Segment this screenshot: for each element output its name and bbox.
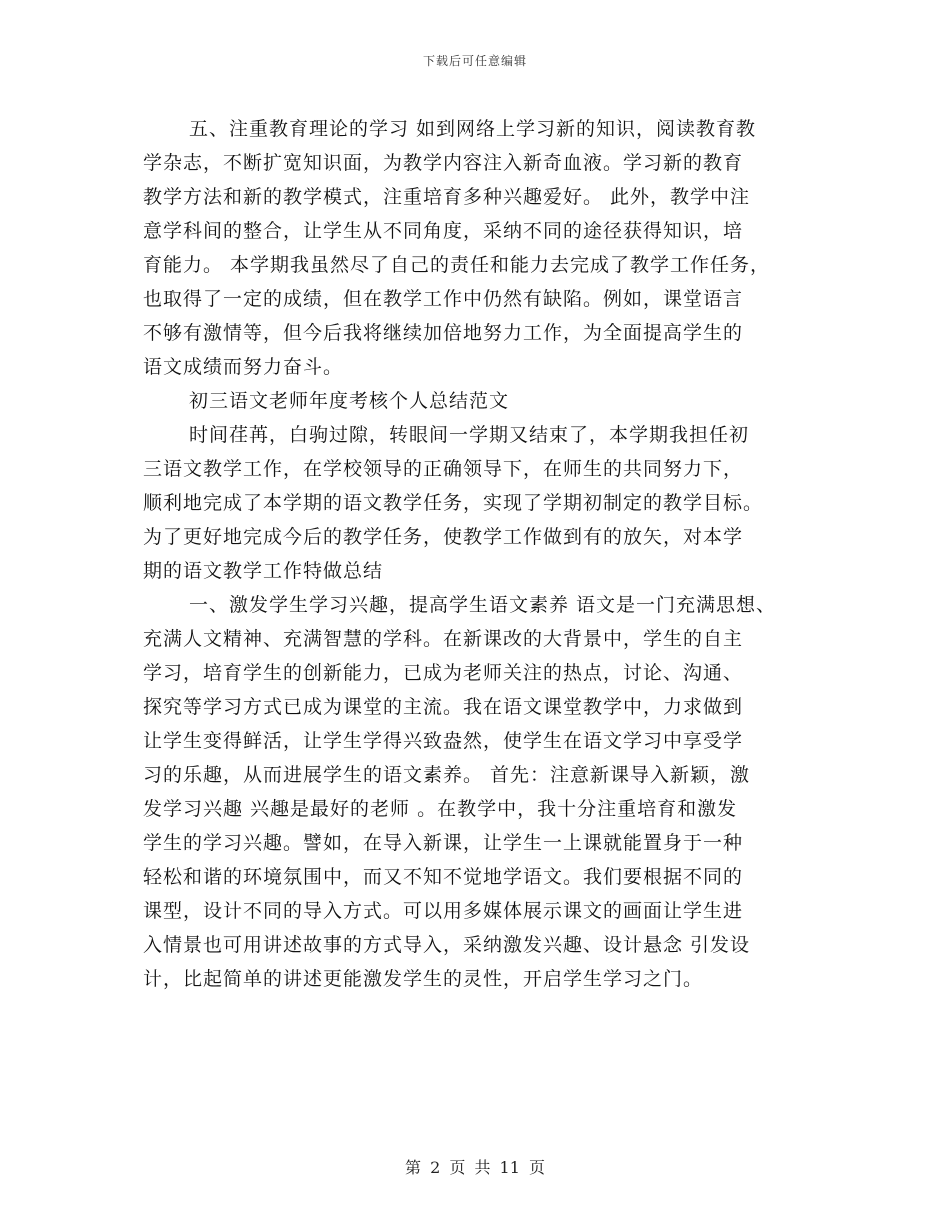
paragraph-line: 让学生变得鲜活，让学生学得兴致盎然，使学生在语文学习中享受学 bbox=[143, 730, 744, 752]
paragraph-line: 时间荏苒，白驹过隙，转眼间一学期又结束了，本学期我担任初 bbox=[189, 424, 750, 446]
paragraph-line: 语文成绩而努力奋斗。 bbox=[143, 356, 344, 378]
paragraph-line: 习的乐趣，从而进展学生的语文素养。 首先：注意新课导入新颖，激 bbox=[143, 764, 751, 786]
paragraph-line: 计，比起简单的讲述更能激发学生的灵性，开启学生学习之门。 bbox=[143, 968, 704, 990]
paragraph-line: 五、注重教育理论的学习 如到网络上学习新的知识，阅读教育教 bbox=[189, 118, 757, 140]
paragraph-line: 学生的学习兴趣。譬如，在导入新课，让学生一上课就能置身于一种 bbox=[143, 832, 744, 854]
paragraph-line: 轻松和谐的环境氛围中，而又不知不觉地学语文。我们要根据不同的 bbox=[143, 866, 744, 888]
paragraph-line: 意学科间的整合，让学生从不同角度，采纳不同的途径获得知识，培 bbox=[143, 220, 744, 242]
paragraph-line: 为了更好地完成今后的教学任务，使教学工作做到有的放矢，对本学 bbox=[143, 526, 744, 548]
paragraph-line: 充满人文精神、充满智慧的学科。在新课改的大背景中，学生的自主 bbox=[143, 628, 744, 650]
section-title: 初三语文老师年度考核个人总结范文 bbox=[189, 390, 510, 412]
paragraph-line: 学杂志，不断扩宽知识面，为教学内容注入新奇血液。学习新的教育 bbox=[143, 152, 744, 174]
paragraph-line: 课型，设计不同的导入方式。可以用多媒体展示课文的画面让学生进 bbox=[143, 900, 744, 922]
paragraph-line: 期的语文教学工作特做总结 bbox=[143, 560, 384, 582]
paragraph-line: 不够有激情等，但今后我将继续加倍地努力工作，为全面提高学生的 bbox=[143, 322, 744, 344]
paragraph-line: 教学方法和新的教学模式，注重培育多种兴趣爱好。 此外，教学中注 bbox=[143, 186, 751, 208]
document-body bbox=[143, 112, 823, 996]
page-number: 第 2 页 共 11 页 bbox=[405, 1158, 545, 1177]
paragraph-line: 一、激发学生学习兴趣，提高学生语文素养 语文是一门充满思想、 bbox=[189, 594, 777, 616]
page-header: 下载后可任意编辑 bbox=[422, 54, 527, 68]
paragraph-line: 育能力。 本学期我虽然尽了自己的责任和能力去完成了教学工作任务， bbox=[143, 254, 771, 276]
paragraph-line: 顺利地完成了本学期的语文教学任务，实现了学期初制定的教学目标。 bbox=[143, 492, 764, 514]
paragraph-line: 也取得了一定的成绩，但在教学工作中仍然有缺陷。例如，课堂语言 bbox=[143, 288, 744, 310]
paragraph-line: 探究等学习方式已成为课堂的主流。我在语文课堂教学中，力求做到 bbox=[143, 696, 744, 718]
paragraph-line: 学习，培育学生的创新能力，已成为老师关注的热点，讨论、沟通、 bbox=[143, 662, 744, 684]
paragraph-line: 入情景也可用讲述故事的方式导入，采纳激发兴趣、设计悬念 引发设 bbox=[143, 934, 751, 956]
paragraph-line: 发学习兴趣 兴趣是最好的老师 。在教学中，我十分注重培育和激发 bbox=[143, 798, 738, 820]
paragraph-line: 三语文教学工作，在学校领导的正确领导下，在师生的共同努力下， bbox=[143, 458, 744, 480]
